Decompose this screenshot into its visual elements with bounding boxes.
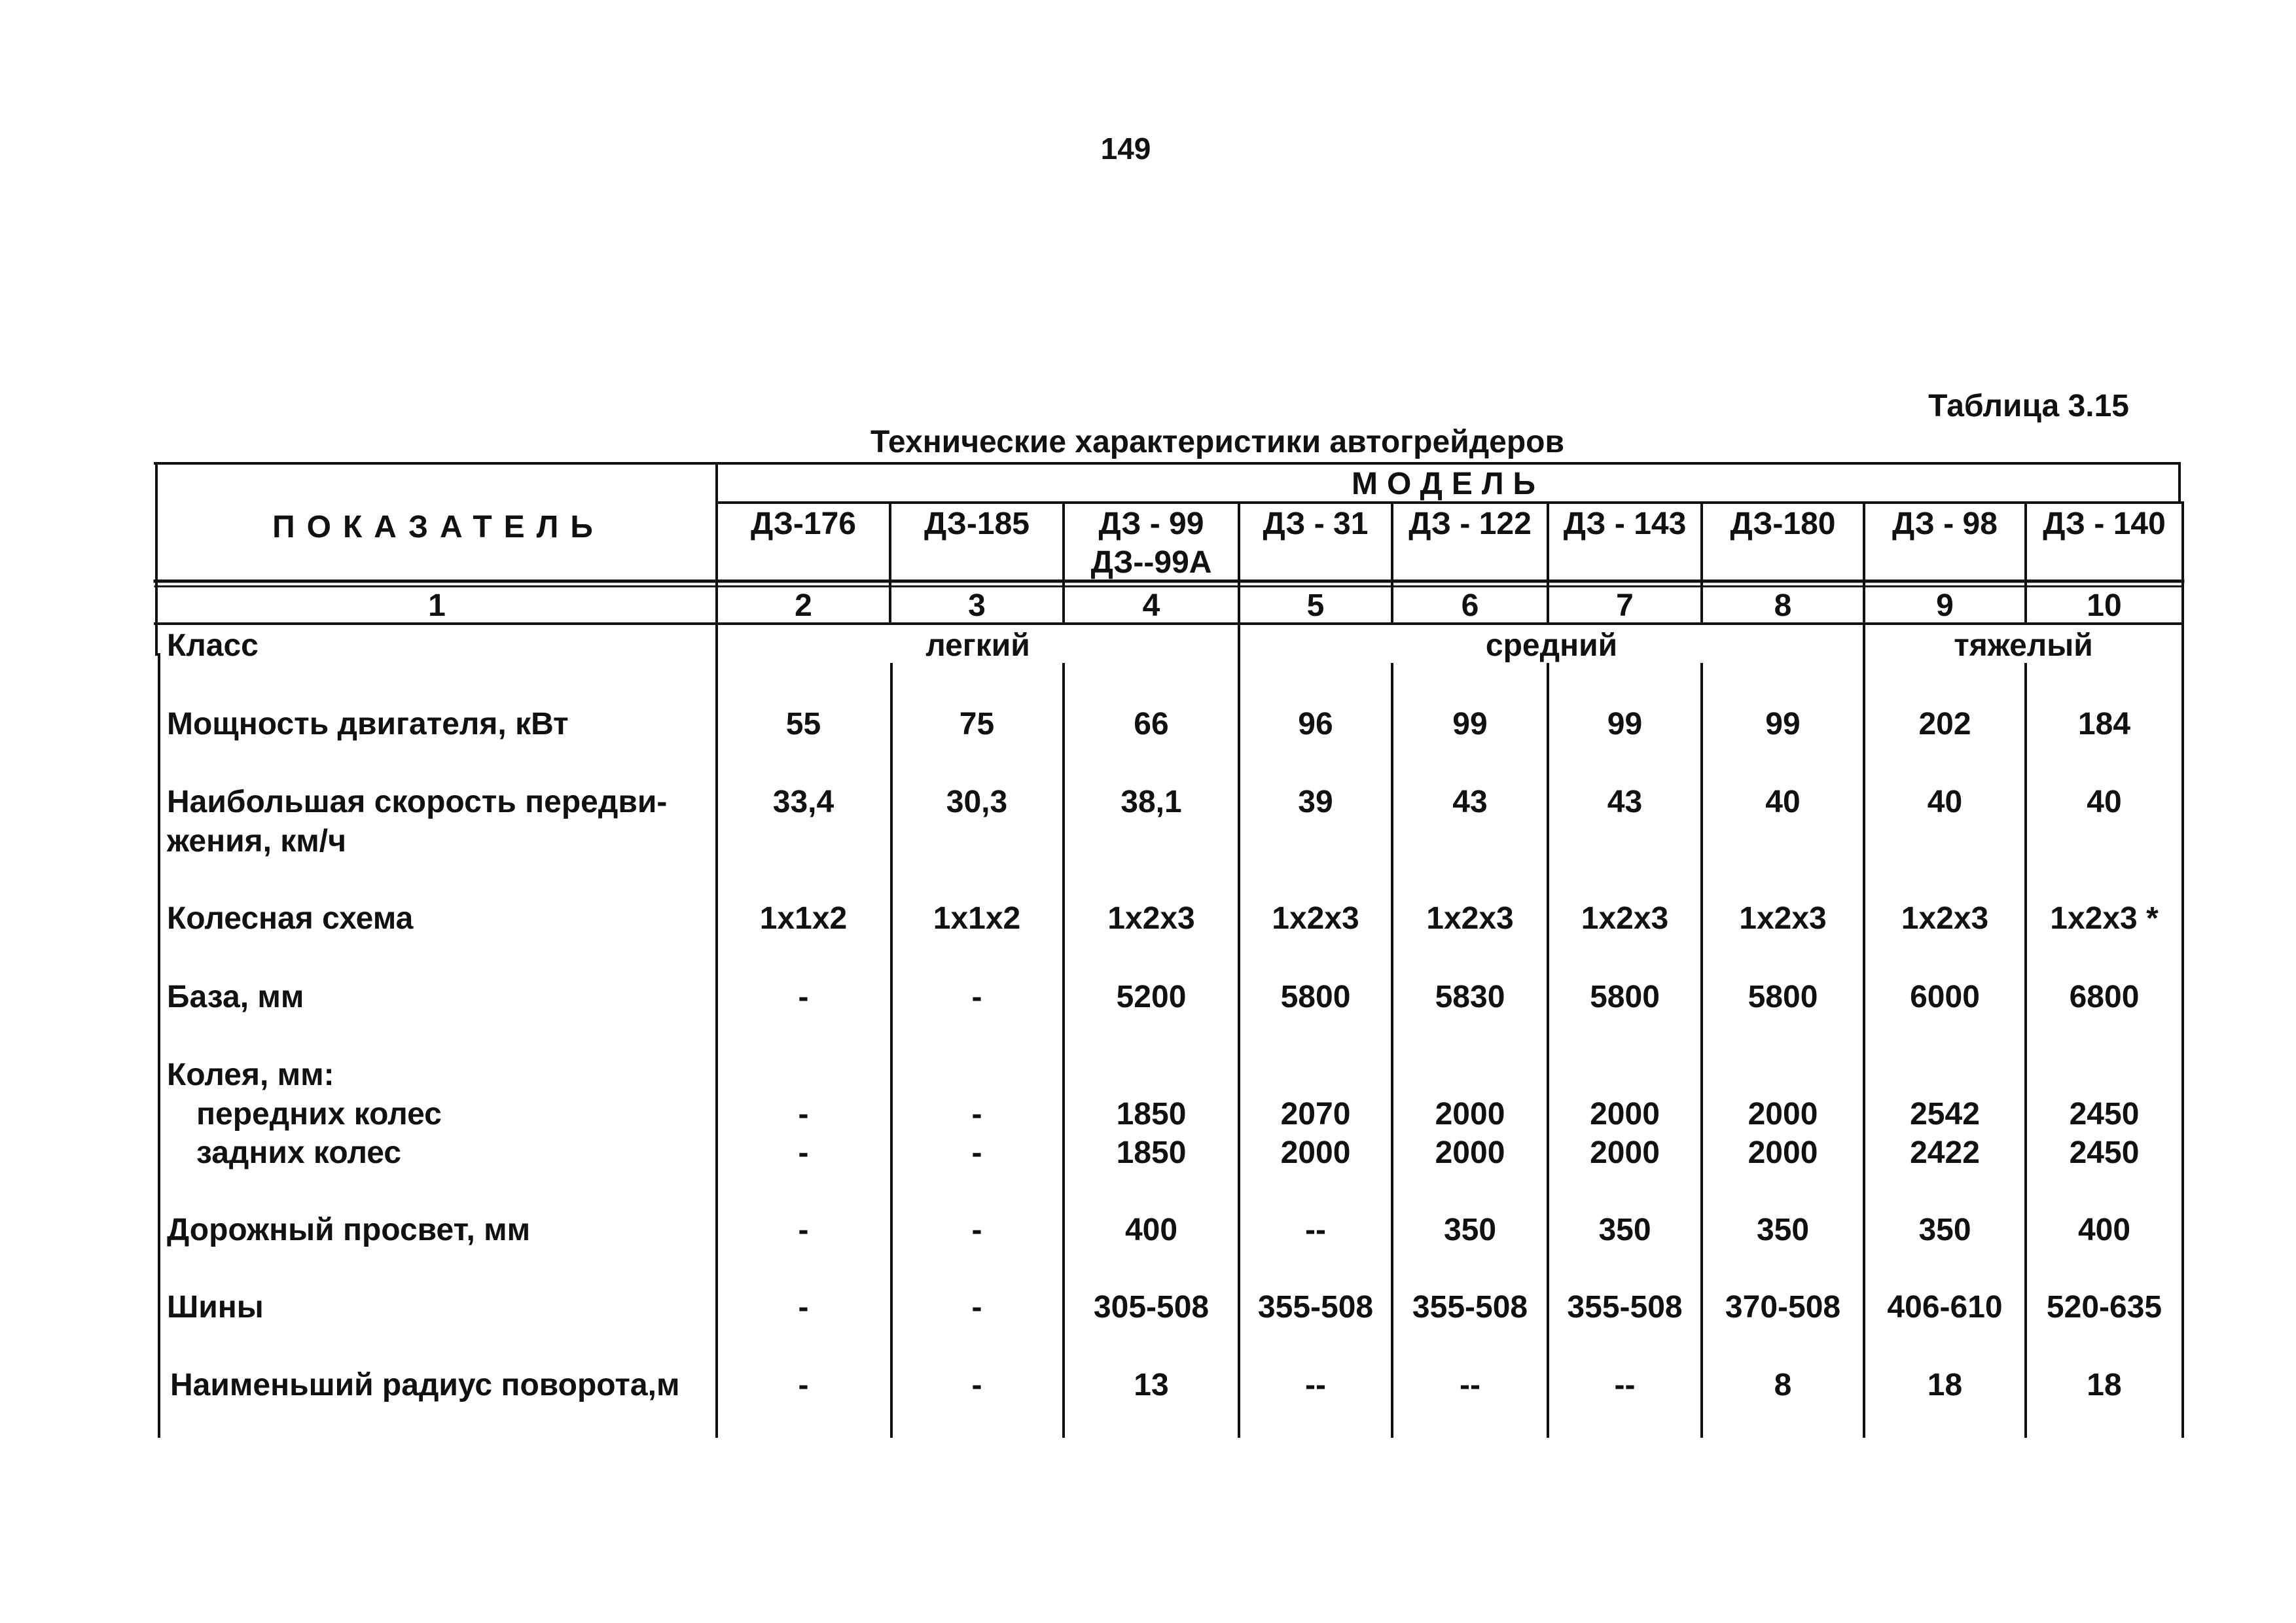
table-cell: 520-635 bbox=[2046, 1290, 2162, 1325]
model-name: ДЗ - 122 bbox=[1408, 507, 1532, 541]
table-cell: 350 bbox=[1918, 1213, 1971, 1247]
model-name: ДЗ - 99 bbox=[1098, 507, 1204, 541]
column-number: 8 bbox=[1774, 588, 1792, 623]
row-label-speed-line2: жения, км/ч bbox=[167, 824, 347, 859]
row-label-clearance: Дорожный просвет, мм bbox=[167, 1213, 531, 1247]
table-cell: - bbox=[971, 980, 982, 1014]
row-label-wheels: Колесная схема bbox=[167, 901, 414, 936]
table-cell: 202 bbox=[1918, 707, 1971, 741]
table-cell: 1х2х3 bbox=[1901, 901, 1989, 936]
table-cell: 5830 bbox=[1435, 980, 1505, 1014]
table-cell: 2000 bbox=[1280, 1135, 1351, 1170]
table-cell: 2000 bbox=[1590, 1135, 1660, 1170]
table-cell: 99 bbox=[1765, 707, 1801, 741]
table-cell: 66 bbox=[1134, 707, 1169, 741]
table-cell: 30,3 bbox=[946, 785, 1008, 819]
table-cell: -- bbox=[1614, 1368, 1636, 1402]
table-cell: -- bbox=[1305, 1213, 1326, 1247]
table-cell: - bbox=[798, 1097, 809, 1132]
table-cell: 40 bbox=[1765, 785, 1801, 819]
table-cell: 2000 bbox=[1748, 1135, 1818, 1170]
table-cell: 400 bbox=[2077, 1213, 2131, 1247]
table-cell: 38,1 bbox=[1121, 785, 1182, 819]
table-cell: 2000 bbox=[1748, 1097, 1818, 1132]
table-cell: 40 bbox=[1927, 785, 1963, 819]
table-cell: 6800 bbox=[2069, 980, 2140, 1014]
model-name: ДЗ - 31 bbox=[1263, 507, 1369, 541]
row-label-tires: Шины bbox=[167, 1290, 264, 1325]
table-cell: 96 bbox=[1298, 707, 1333, 741]
model-name-line2: ДЗ--99А bbox=[1090, 545, 1212, 580]
table-cell: 350 bbox=[1756, 1213, 1810, 1247]
table-cell: 355-508 bbox=[1412, 1290, 1528, 1325]
table-cell: - bbox=[798, 1135, 809, 1170]
row-label-speed: Наибольшая скорость передви- bbox=[167, 785, 668, 819]
table-cell: 1850 bbox=[1116, 1135, 1187, 1170]
column-number: 1 bbox=[428, 588, 446, 623]
table-cell: 18 bbox=[2087, 1368, 2122, 1402]
table-cell: 2000 bbox=[1590, 1097, 1660, 1132]
table-cell: 6000 bbox=[1910, 980, 1980, 1014]
column-number: 4 bbox=[1142, 588, 1160, 623]
class-light: легкий bbox=[925, 628, 1030, 663]
table-cell: 1х2х3 bbox=[1426, 901, 1514, 936]
table-cell: - bbox=[798, 1368, 809, 1402]
table-cell: -- bbox=[1460, 1368, 1480, 1402]
table-cell: 43 bbox=[1607, 785, 1643, 819]
table-cell: 1х1х2 bbox=[933, 901, 1021, 936]
model-name: ДЗ-176 bbox=[751, 507, 856, 541]
table-cell: 350 bbox=[1598, 1213, 1651, 1247]
table-cell: 5800 bbox=[1748, 980, 1818, 1014]
column-number: 7 bbox=[1616, 588, 1634, 623]
table-cell: 1х1х2 bbox=[759, 901, 848, 936]
table-cell: 5800 bbox=[1590, 980, 1660, 1014]
column-number: 3 bbox=[968, 588, 986, 623]
table-cell: 2000 bbox=[1435, 1135, 1505, 1170]
table-cell: 2450 bbox=[2069, 1097, 2140, 1132]
column-number: 10 bbox=[2087, 588, 2122, 623]
table-cell: 5200 bbox=[1116, 980, 1187, 1014]
row-label-power: Мощность двигателя, кВт bbox=[167, 707, 569, 741]
model-name: ДЗ-180 bbox=[1730, 507, 1836, 541]
table-cell: 2070 bbox=[1280, 1097, 1351, 1132]
column-number: 6 bbox=[1461, 588, 1479, 623]
table-cell: 2422 bbox=[1910, 1135, 1980, 1170]
table-cell: 370-508 bbox=[1725, 1290, 1841, 1325]
column-number: 5 bbox=[1306, 588, 1325, 623]
table-cell: - bbox=[971, 1290, 982, 1325]
model-name: ДЗ - 143 bbox=[1563, 507, 1687, 541]
column-number: 9 bbox=[1936, 588, 1954, 623]
table-cell: 1х2х3 bbox=[1739, 901, 1827, 936]
model-name: ДЗ - 140 bbox=[2043, 507, 2166, 541]
table-cell: 13 bbox=[1134, 1368, 1169, 1402]
table-cell: 43 bbox=[1452, 785, 1488, 819]
table-cell: 75 bbox=[959, 707, 995, 741]
row-label-class: Класс bbox=[167, 628, 259, 663]
table-cell: - bbox=[798, 1213, 809, 1247]
table-cell: - bbox=[971, 1135, 982, 1170]
table-cell: 1х2х3 bbox=[1581, 901, 1669, 936]
table-cell: 55 bbox=[785, 707, 821, 741]
table-cell: 99 bbox=[1452, 707, 1488, 741]
row-label-track: Колея, мм: bbox=[167, 1058, 334, 1092]
model-name: ДЗ-185 bbox=[924, 507, 1030, 541]
table-cell: 33,4 bbox=[772, 785, 834, 819]
table-cell: 1850 bbox=[1116, 1097, 1187, 1132]
table-cell: 5800 bbox=[1280, 980, 1351, 1014]
table-cell: 39 bbox=[1298, 785, 1333, 819]
table-cell: 2450 bbox=[2069, 1135, 2140, 1170]
indicator-header: ПОКАЗАТЕЛЬ bbox=[272, 510, 605, 544]
table-title: Технические характеристики автогрейдеров bbox=[870, 425, 1565, 459]
table-cell: - bbox=[798, 1290, 809, 1325]
table-cell: 350 bbox=[1443, 1213, 1497, 1247]
table-cell: -- bbox=[1305, 1368, 1326, 1402]
model-name: ДЗ - 98 bbox=[1892, 507, 1998, 541]
table-cell: 8 bbox=[1774, 1368, 1792, 1402]
table-cell: 99 bbox=[1607, 707, 1643, 741]
table-cell: - bbox=[971, 1213, 982, 1247]
table-cell: 355-508 bbox=[1567, 1290, 1683, 1325]
table-cell: - bbox=[971, 1368, 982, 1402]
table-cell: 1х2х3 bbox=[1272, 901, 1359, 936]
table-cell: 1х2х3 bbox=[1107, 901, 1195, 936]
table-cell: 2000 bbox=[1435, 1097, 1505, 1132]
table-cell: 355-508 bbox=[1257, 1290, 1374, 1325]
class-heavy: тяжелый bbox=[1954, 628, 2093, 663]
table-cell: 184 bbox=[2077, 707, 2131, 741]
table-cell: - bbox=[971, 1097, 982, 1132]
column-number: 2 bbox=[795, 588, 812, 623]
row-label-track-front: передних колес bbox=[196, 1097, 442, 1132]
table-cell: 2542 bbox=[1910, 1097, 1980, 1132]
row-label-base: База, мм bbox=[167, 980, 304, 1014]
table-cell: 400 bbox=[1124, 1213, 1178, 1247]
table-cell: 406-610 bbox=[1887, 1290, 2003, 1325]
class-medium: средний bbox=[1485, 628, 1618, 663]
table-cell: 1х2х3 * bbox=[2050, 901, 2159, 936]
table-cell: 40 bbox=[2087, 785, 2122, 819]
table-cell: 305-508 bbox=[1093, 1290, 1210, 1325]
model-header: МОДЕЛЬ bbox=[1351, 467, 1545, 501]
table-cell: 18 bbox=[1927, 1368, 1963, 1402]
table-cell: - bbox=[798, 980, 809, 1014]
table-label: Таблица 3.15 bbox=[1928, 389, 2129, 423]
row-label-radius: Наименьший радиус поворота,м bbox=[170, 1368, 680, 1402]
page-number: 149 bbox=[1100, 132, 1151, 166]
row-label-track-rear: задних колес bbox=[196, 1135, 402, 1170]
